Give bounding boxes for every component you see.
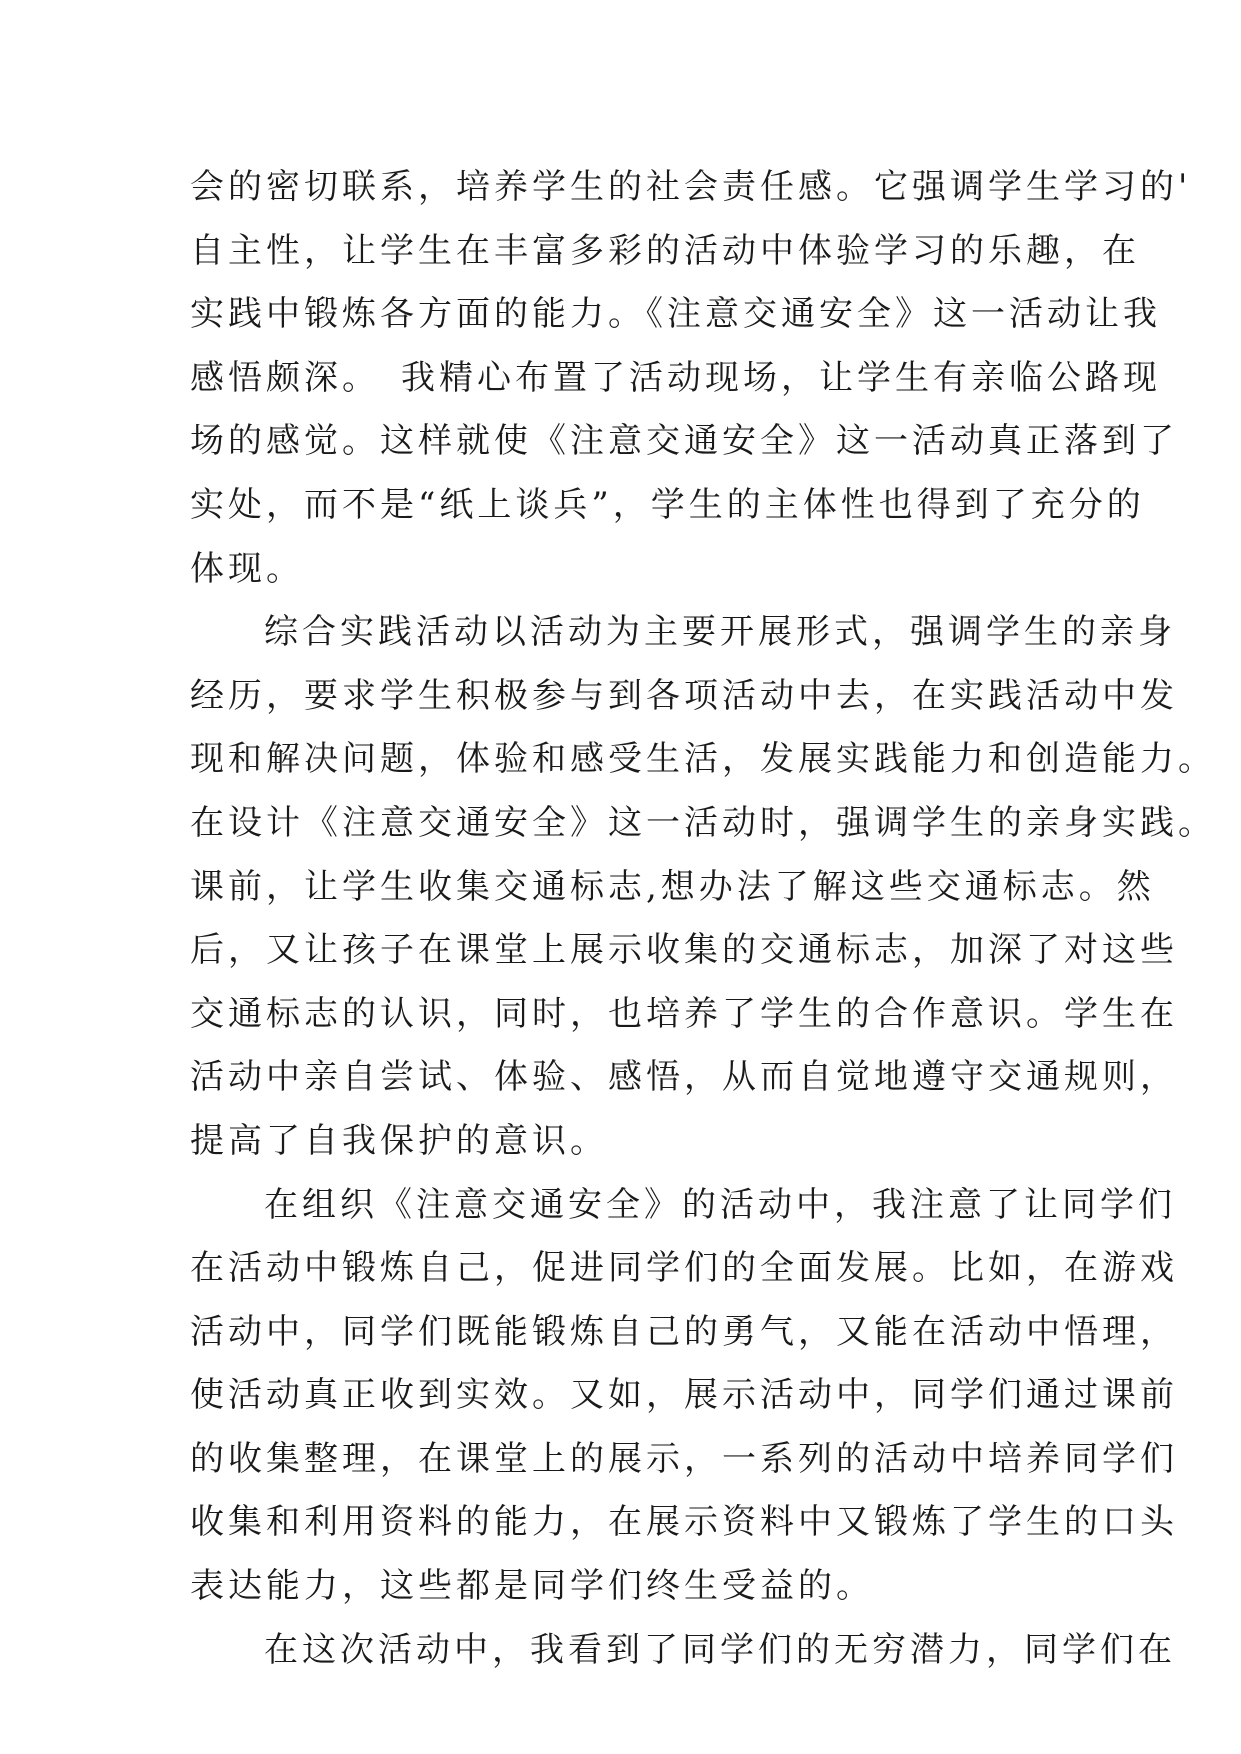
text-line: 在活动中锻炼自己，促进同学们的全面发展。比如，在游戏 xyxy=(190,1248,1178,1289)
paragraph-first-line: 综合实践活动以活动为主要开展形式，强调学生的亲身 xyxy=(264,612,1176,653)
text-line: 现和解决问题，体验和感受生活，发展实践能力和创造能力。 xyxy=(190,739,1216,780)
paragraph-first-line: 在组织《注意交通安全》的活动中，我注意了让同学们 xyxy=(264,1184,1176,1225)
text-line: 后，又让孩子在课堂上展示收集的交通标志，加深了对这些 xyxy=(190,930,1178,971)
text-line: 课前，让学生收集交通标志,想办法了解这些交通标志。然 xyxy=(190,866,1155,907)
text-line: 活动中亲自尝试、体验、感悟，从而自觉地遵守交通规则， xyxy=(190,1057,1178,1098)
text-line: 会的密切联系，培养学生的社会责任感。它强调学生学习的' xyxy=(190,167,1192,207)
text-line: 交通标志的认识，同时，也培养了学生的合作意识。学生在 xyxy=(190,993,1178,1034)
text-line: 的收集整理，在课堂上的展示，一系列的活动中培养同学们 xyxy=(190,1438,1178,1479)
text-line: 场的感觉。这样就使《注意交通安全》这一活动真正落到了 xyxy=(190,421,1178,462)
text-line: 活动中，同学们既能锻炼自己的勇气，又能在活动中悟理， xyxy=(190,1311,1178,1352)
body-text xyxy=(190,156,1216,1682)
text-line: 使活动真正收到实效。又如，展示活动中，同学们通过课前 xyxy=(190,1375,1178,1416)
text-line: 提高了自我保护的意识。 xyxy=(190,1120,608,1161)
text-line: 体现。 xyxy=(190,548,304,589)
text-line: 收集和利用资料的能力，在展示资料中又锻炼了学生的口头 xyxy=(190,1502,1178,1543)
text-line: 感悟颇深。 我精心布置了活动现场，让学生有亲临公路现 xyxy=(190,357,1161,398)
text-line: 表达能力，这些都是同学们终生受益的。 xyxy=(190,1566,874,1607)
paragraph-first-line: 在这次活动中，我看到了同学们的无穷潜力，同学们在 xyxy=(264,1629,1176,1670)
text-line: 实处，而不是“纸上谈兵”，学生的主体性也得到了充分的 xyxy=(190,484,1145,525)
text-line: 实践中锻炼各方面的能力。《注意交通安全》这一活动让我 xyxy=(190,294,1161,335)
text-line: 在设计《注意交通安全》这一活动时，强调学生的亲身实践。 xyxy=(190,802,1216,843)
text-line: 自主性，让学生在丰富多彩的活动中体验学习的乐趣，在 xyxy=(190,230,1140,271)
text-line: 经历，要求学生积极参与到各项活动中去，在实践活动中发 xyxy=(190,675,1178,716)
